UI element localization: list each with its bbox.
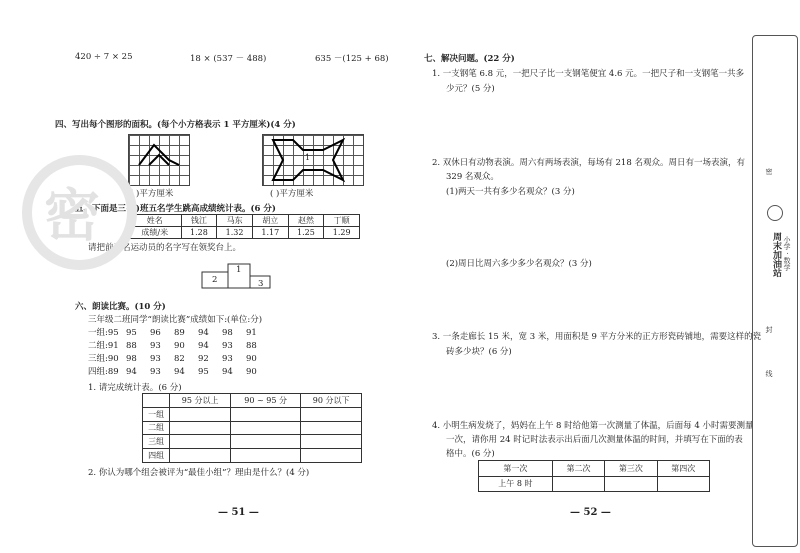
area-figure-2 xyxy=(262,134,364,186)
page-number-right: — 52 — xyxy=(570,507,611,518)
score-table-header: 90 ~ 95 分 xyxy=(231,394,301,408)
temp-table xyxy=(478,460,710,492)
podium-question: 请把前三名运动员的名字写在领奖台上。 xyxy=(88,243,242,253)
p1-line2: 少元？(5 分) xyxy=(446,84,495,94)
answer-cell[interactable] xyxy=(301,421,362,435)
jump-header: 胡立 xyxy=(252,215,288,227)
answer-cell[interactable] xyxy=(301,407,362,421)
jump-header: 丁顺 xyxy=(324,215,360,227)
sec5-title: 五、下面是三(3)班五名学生跳高成绩统计表。(6 分) xyxy=(75,204,276,214)
sec7-title: 七、解决问题。(22 分) xyxy=(424,54,515,64)
jump-cell: 1.32 xyxy=(217,227,253,239)
score-table-row-label: 三组 xyxy=(143,435,170,449)
p4-line1: 4. 小明生病发烧了，妈妈在上午 8 时给他第一次测量了体温，后面每 4 小时需要测量 xyxy=(432,421,754,431)
jump-header: 赵然 xyxy=(288,215,324,227)
answer-cell[interactable] xyxy=(231,449,301,463)
answer-cell[interactable] xyxy=(170,421,231,435)
area-figure-1 xyxy=(128,134,190,186)
sec6-q2: 2. 你认为哪个组会被评为“最佳小组”？理由是什么？(4 分) xyxy=(88,468,310,478)
expr-2: 18 × (537 － 488) xyxy=(190,54,267,64)
jump-cell: 1.17 xyxy=(252,227,288,239)
answer-cell[interactable] xyxy=(301,449,362,463)
brand-logo-icon xyxy=(767,205,783,221)
temp-table-header: 第二次 xyxy=(552,461,604,477)
temp-table-header: 第一次 xyxy=(479,461,553,477)
temp-cell: 上午 8 时 xyxy=(479,476,553,492)
temp-answer-cell[interactable] xyxy=(657,476,709,492)
p3-line1: 3. 一条走廊长 15 米，宽 3 米，用面积是 9 平方分米的正方形瓷砖铺地，需要这样的瓷 xyxy=(432,332,762,342)
answer-cell[interactable] xyxy=(231,435,301,449)
page-number-left: — 51 — xyxy=(218,507,259,518)
jump-header: 钱江 xyxy=(181,215,217,227)
sec6-title: 六、朗读比赛。(10 分) xyxy=(75,302,166,312)
p1-line1: 1. 一支钢笔 6.8 元，一把尺子比一支钢笔便宜 4.6 元。一把尺子和一支钢笔一共多 xyxy=(432,69,745,79)
score-table-row-label: 一组 xyxy=(143,407,170,421)
jump-cell: 成绩/米 xyxy=(129,227,182,239)
score-table-header: 90 分以下 xyxy=(301,394,362,408)
p3-line2: 砖多少块？(6 分) xyxy=(446,347,512,357)
jump-header: 姓名 xyxy=(129,215,182,227)
sec4-title: 四、写出每个图形的面积。(每个小方格表示 1 平方厘米)(4 分) xyxy=(55,120,296,130)
sidebar-brand: 周末加油站 xyxy=(771,232,781,277)
area-blank-1: ( )平方厘米 xyxy=(130,189,174,199)
podium-2: 2 xyxy=(212,275,218,285)
score-table-header: 95 分以上 xyxy=(170,394,231,408)
sec6-q1: 1. 请完成统计表。(6 分) xyxy=(88,383,182,393)
answer-cell[interactable] xyxy=(170,407,231,421)
p4-line2: 一次，请你用 24 时记时法表示出后面几次测量体温的时间，并填写在下面的表 xyxy=(446,435,743,445)
area-blank-2: ( )平方厘米 xyxy=(270,189,314,199)
score-table-row-label: 四组 xyxy=(143,449,170,463)
sec6-intro: 三年级二班同学“朗读比赛”成绩如下:(单位:分) xyxy=(88,315,263,325)
jump-cell: 1.25 xyxy=(288,227,324,239)
binding-sidebar xyxy=(752,35,798,547)
sidebar-label-2: 封 xyxy=(765,326,773,333)
answer-cell[interactable] xyxy=(231,421,301,435)
jump-cell: 1.29 xyxy=(324,227,360,239)
score-rows: 一组:95 95 96 89 94 98 91 二组:91 88 93 90 94 93 88 三组:90 98 93 82 92 93 90 四组:89 94 93 94 95 94 90 xyxy=(88,328,257,377)
podium-3: 3 xyxy=(258,279,264,289)
jump-table xyxy=(128,214,360,239)
p2-line2: 329 名观众。 xyxy=(446,172,499,182)
sidebar-sub: 小学 · 数学 xyxy=(783,236,791,271)
score-table-row-label: 二组 xyxy=(143,421,170,435)
jump-header: 马东 xyxy=(217,215,253,227)
answer-cell[interactable] xyxy=(301,435,362,449)
seal-char: 密 xyxy=(44,184,100,249)
answer-cell[interactable] xyxy=(170,449,231,463)
p2-subq2: (2)周日比周六多少多少名观众？(3 分) xyxy=(446,259,592,269)
answer-cell[interactable] xyxy=(231,407,301,421)
temp-table-header: 第四次 xyxy=(657,461,709,477)
p2-subq1: (1)两天一共有多少名观众？(3 分) xyxy=(446,187,575,197)
jump-cell: 1.28 xyxy=(181,227,217,239)
podium-1: 1 xyxy=(236,265,242,275)
score-table-header xyxy=(143,394,170,408)
sidebar-label-3: 线 xyxy=(765,370,773,377)
fig-number: 1 xyxy=(305,153,311,162)
temp-answer-cell[interactable] xyxy=(552,476,604,492)
answer-cell[interactable] xyxy=(170,435,231,449)
p2-line1: 2. 双休日有动物表演。周六有两场表演，每场有 218 名观众。周日有一场表演，有 xyxy=(432,158,745,168)
temp-table-header: 第三次 xyxy=(605,461,657,477)
score-table xyxy=(142,393,362,463)
expr-3: 635 －(125 + 68) xyxy=(315,54,389,64)
expr-1: 420 ÷ 7 × 25 xyxy=(75,52,133,62)
sidebar-label-1: 密 xyxy=(765,168,773,175)
temp-answer-cell[interactable] xyxy=(605,476,657,492)
p4-line3: 格中。(6 分) xyxy=(446,449,495,459)
